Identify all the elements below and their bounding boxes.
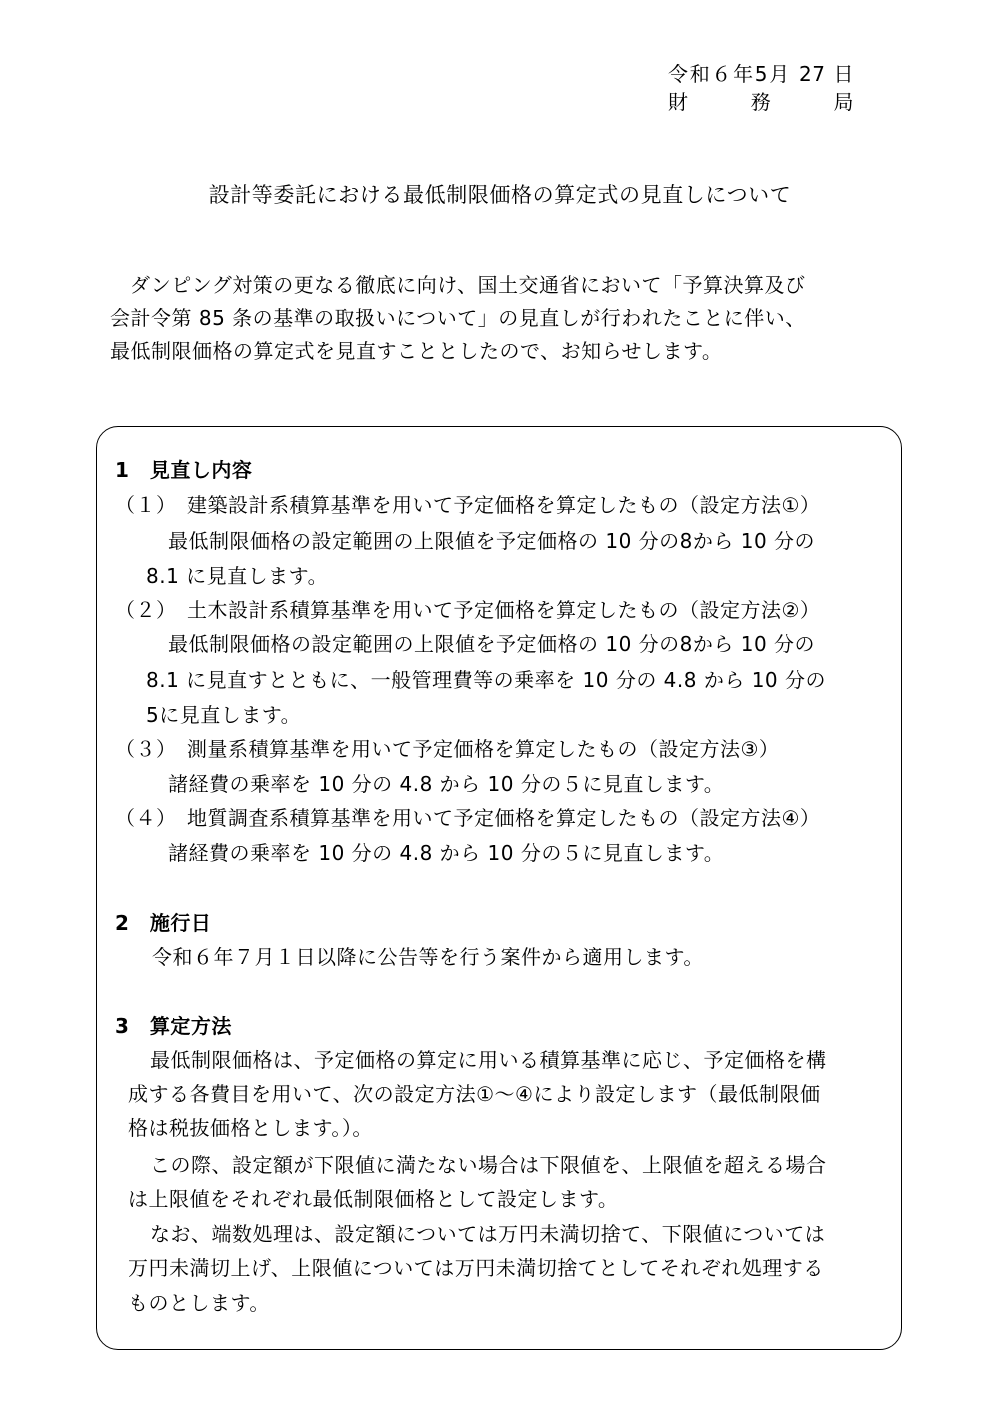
item-line: 最低制限価格の設定範囲の上限値を予定価格の 10 分の8から 10 分の	[168, 529, 816, 553]
document-date: 令和６年5月 27 日	[668, 62, 854, 86]
item-line: 8.1 に見直します。	[146, 564, 329, 588]
section-line: 万円未満切上げ、上限値については万円未満切捨てとしてそれぞれ処理する	[128, 1256, 824, 1280]
item-title: （１） 建築設計系積算基準を用いて予定価格を算定したもの（設定方法①）	[115, 493, 821, 517]
section-line: 成する各費目を用いて、次の設定方法①～④により設定します（最低制限価	[128, 1082, 821, 1106]
section-line: この際、設定額が下限値に満たない場合は下限値を、上限値を超える場合	[150, 1153, 827, 1177]
section-line: ものとします。	[128, 1291, 270, 1315]
issuer-name: 財 務 局	[668, 90, 854, 114]
item-title: （４） 地質調査系積算基準を用いて予定価格を算定したもの（設定方法④）	[115, 806, 821, 830]
section-line: 格は税抜価格とします。）。	[128, 1116, 373, 1140]
item-line: 諸経費の乗率を 10 分の 4.8 から 10 分の５に見直します。	[168, 772, 725, 796]
section-line: なお、端数処理は、設定額については万円未満切捨て、下限値については	[150, 1222, 826, 1246]
section-line: 令和６年７月１日以降に公告等を行う案件から適用します。	[152, 945, 704, 969]
item-line: 5に見直します。	[146, 703, 302, 727]
section-line: 最低制限価格は、予定価格の算定に用いる積算基準に応じ、予定価格を構	[150, 1048, 827, 1072]
intro-line: ダンピング対策の更なる徹底に向け、国土交通省において「予算決算及び	[130, 273, 806, 297]
item-line: 8.1 に見直すとともに、一般管理費等の乗率を 10 分の 4.8 から 10 分の	[146, 668, 827, 692]
section-heading: 2 施行日	[115, 911, 212, 935]
document-title: 設計等委託における最低制限価格の算定式の見直しについて	[208, 183, 792, 207]
intro-line: 会計令第 85 条の基準の取扱いについて」の見直しが行われたことに伴い、	[110, 306, 806, 330]
item-title: （２） 土木設計系積算基準を用いて予定価格を算定したもの（設定方法②）	[115, 598, 821, 622]
item-line: 最低制限価格の設定範囲の上限値を予定価格の 10 分の8から 10 分の	[168, 632, 816, 656]
section-line: は上限値をそれぞれ最低制限価格として設定します。	[128, 1187, 619, 1211]
section-heading: 1 見直し内容	[115, 458, 253, 482]
item-title: （３） 測量系積算基準を用いて予定価格を算定したもの（設定方法③）	[115, 737, 780, 761]
intro-line: 最低制限価格の算定式を見直すこととしたので、お知らせします。	[110, 339, 723, 363]
section-heading: 3 算定方法	[115, 1014, 232, 1038]
item-line: 諸経費の乗率を 10 分の 4.8 から 10 分の５に見直します。	[168, 841, 725, 865]
